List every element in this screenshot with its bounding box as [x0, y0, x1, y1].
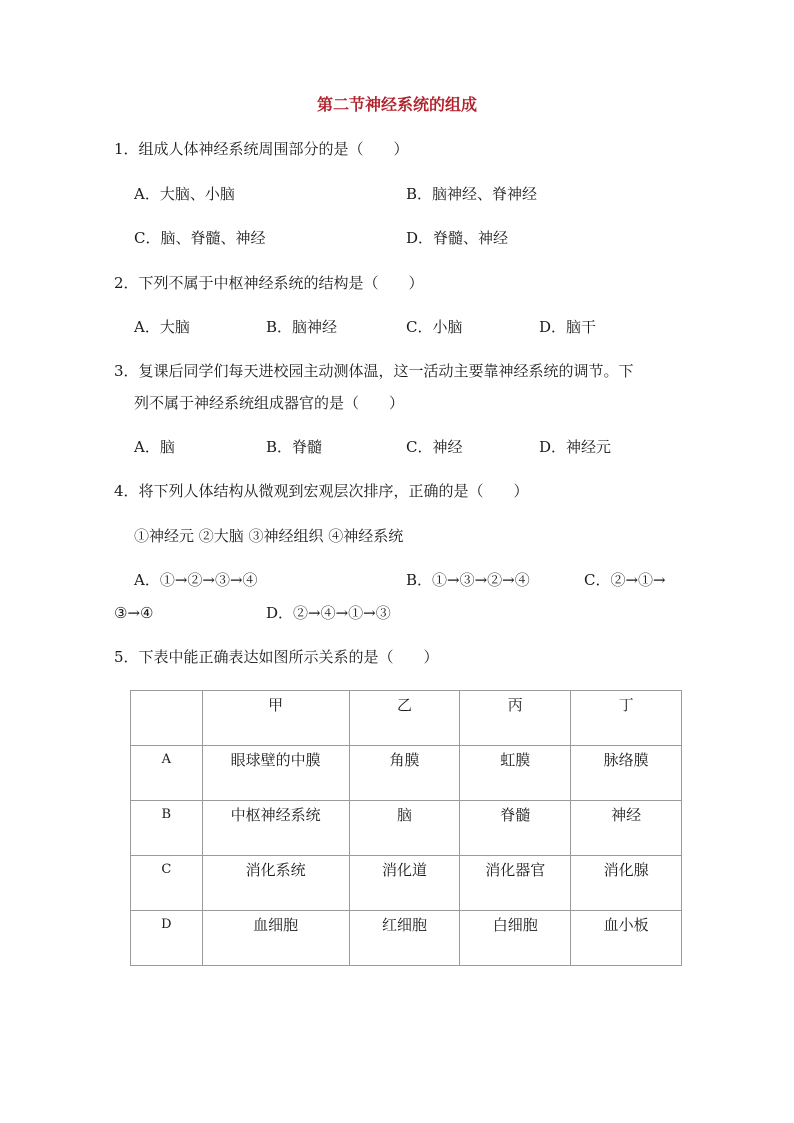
table-row — [131, 801, 682, 856]
question-3-option-b: B．脊髓 — [266, 438, 323, 456]
table-cell: D — [131, 911, 203, 966]
question-4-option-a: A．①→②→③→④ — [134, 571, 258, 589]
table-row — [131, 746, 682, 801]
question-2-stem: 2．下列不属于中枢神经系统的结构是（ ） — [114, 274, 424, 292]
table-row — [131, 856, 682, 911]
table-cell: 消化系统 — [202, 856, 349, 911]
question-3-option-a: A．脑 — [134, 438, 175, 456]
table-cell: 脑 — [349, 801, 460, 856]
question-4-items: ①神经元 ②大脑 ③神经组织 ④神经系统 — [134, 527, 404, 545]
table-cell: 血细胞 — [202, 911, 349, 966]
question-1-option-d: D．脊髓、神经 — [406, 229, 509, 247]
answer-table — [130, 690, 682, 966]
table-cell: B — [131, 801, 203, 856]
page-title: 第二节神经系统的组成 — [316, 95, 477, 114]
question-3-stem-line1: 3．复课后同学们每天进校园主动测体温，这一活动主要靠神经系统的调节。下 — [114, 362, 634, 380]
table-cell: 消化道 — [349, 856, 460, 911]
table-cell: 脊髓 — [460, 801, 571, 856]
table-cell: 虹膜 — [460, 746, 571, 801]
question-1-option-a: A．大脑、小脑 — [134, 185, 235, 203]
table-header-cell: 丁 — [571, 691, 682, 746]
question-3-stem-line2: 列不属于神经系统组成器官的是（ ） — [134, 394, 405, 412]
table-cell: 消化器官 — [460, 856, 571, 911]
question-3-option-d: D．神经元 — [539, 438, 612, 456]
question-4-stem: 4．将下列人体结构从微观到宏观层次排序，正确的是（ ） — [114, 482, 529, 500]
question-2-option-a: A．大脑 — [134, 318, 190, 336]
question-4-option-c: C．②→①→ — [584, 571, 666, 589]
table-cell: 红细胞 — [349, 911, 460, 966]
table-cell: 中枢神经系统 — [202, 801, 349, 856]
table-cell: 白细胞 — [460, 911, 571, 966]
question-2-option-b: B．脑神经 — [266, 318, 338, 336]
table-row — [131, 911, 682, 966]
table-cell: 角膜 — [349, 746, 460, 801]
table-header-cell: 甲 — [202, 691, 349, 746]
table-cell: 眼球壁的中膜 — [202, 746, 349, 801]
table-cell: 消化腺 — [571, 856, 682, 911]
question-1-option-c: C．脑、脊髓、神经 — [134, 229, 266, 247]
question-4-option-d: D．②→④→①→③ — [266, 604, 391, 622]
question-4-option-c-wrap: ③→④ — [114, 604, 154, 622]
table-header-cell — [131, 691, 203, 746]
question-1-option-b: B．脑神经、脊神经 — [406, 185, 538, 203]
question-2-option-c: C．小脑 — [406, 318, 463, 336]
question-1-stem: 1．组成人体神经系统周围部分的是（ ） — [114, 140, 409, 158]
question-2-option-d: D．脑干 — [539, 318, 597, 336]
table-cell: 神经 — [571, 801, 682, 856]
table-cell: 血小板 — [571, 911, 682, 966]
question-3-option-c: C．神经 — [406, 438, 463, 456]
table-cell: 脉络膜 — [571, 746, 682, 801]
table-cell: C — [131, 856, 203, 911]
table-header-row — [131, 691, 682, 746]
table-header-cell: 丙 — [460, 691, 571, 746]
question-5-stem: 5．下表中能正确表达如图所示关系的是（ ） — [114, 648, 439, 666]
table-cell: A — [131, 746, 203, 801]
table-header-cell: 乙 — [349, 691, 460, 746]
question-4-option-b: B．①→③→②→④ — [406, 571, 530, 589]
